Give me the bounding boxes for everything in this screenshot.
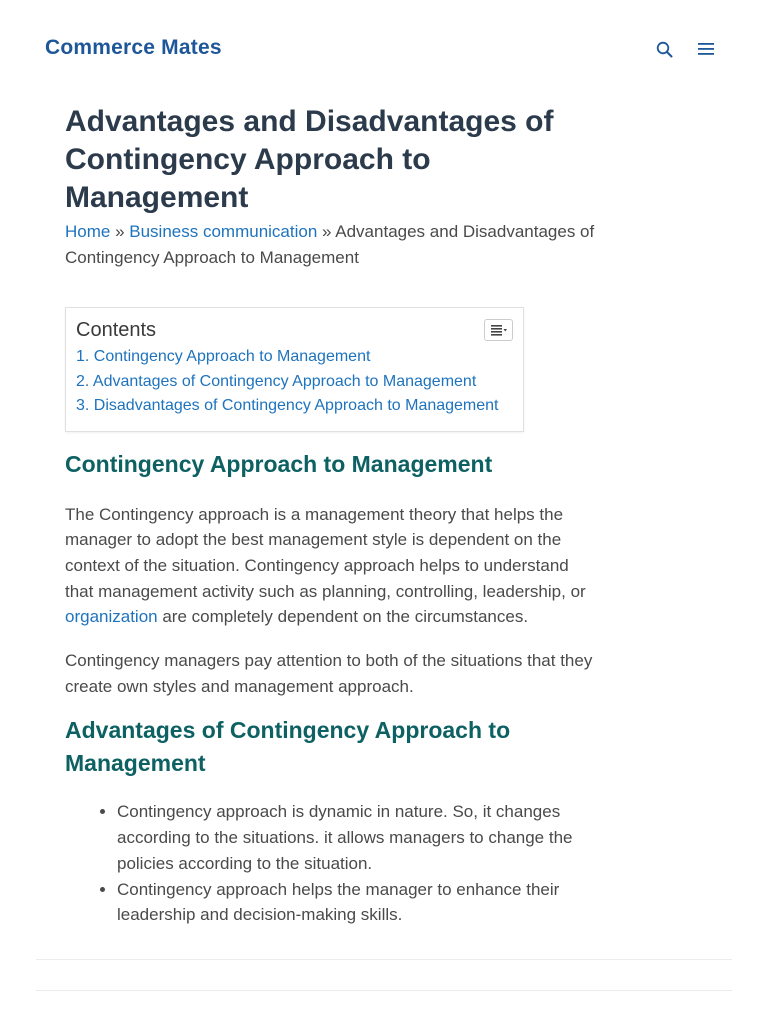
toc-title: Contents	[76, 318, 157, 341]
paragraph-text: are completely dependent on the circumstances.	[157, 607, 529, 627]
organization-link[interactable]: organization	[65, 607, 158, 627]
toc-link-contingency-approach[interactable]	[76, 348, 370, 365]
toc-link-disadvantages[interactable]	[76, 397, 499, 414]
toc-list	[76, 345, 513, 419]
toc-item	[76, 345, 513, 370]
toc-item-label: Advantages of Contingency Approach to Management	[92, 372, 477, 390]
section-heading-advantages: Advantages of Contingency Approach to Management	[65, 717, 511, 777]
list-toggle-icon	[491, 325, 507, 336]
section-heading-contingency: Contingency Approach to Management	[65, 450, 493, 477]
table-of-contents	[65, 307, 524, 432]
toc-item-label: Contingency Approach to Management	[93, 348, 371, 365]
toc-item	[76, 370, 513, 395]
breadcrumb-separator: »	[317, 222, 336, 241]
toc-toggle-button[interactable]	[484, 319, 513, 341]
list-item: • Contingency approach helps the manager to enhance their leadership and decision-making skills.	[117, 877, 600, 928]
toc-item	[76, 394, 513, 419]
menu-icon[interactable]	[696, 38, 716, 60]
toc-header	[76, 317, 513, 343]
breadcrumb-category-link[interactable]: Business communication	[129, 222, 318, 241]
breadcrumb-current: Advantages and Disadvantages of Contingency Approach to Management	[65, 222, 595, 267]
header-icons	[654, 38, 716, 60]
advantages-list	[0, 799, 600, 928]
breadcrumb-home-link[interactable]: Home	[65, 222, 111, 241]
search-icon[interactable]	[654, 38, 674, 60]
section-paragraph	[65, 502, 595, 631]
list-item: • Contingency approach is dynamic in nature. So, it changes according to the situations. it allows managers to change the policies according to the situation.	[117, 799, 600, 876]
section-paragraph: Contingency managers pay attention to both of the situations that they create own styles and management approach.	[65, 651, 593, 696]
breadcrumb	[65, 219, 595, 271]
toc-item-label: Disadvantages of Contingency Approach to Management	[93, 397, 499, 414]
article-content	[65, 100, 595, 928]
breadcrumb-separator: »	[110, 222, 130, 241]
site-header	[0, 0, 768, 100]
site-title-link[interactable]: Commerce Mates	[45, 36, 222, 59]
toc-item-number: 3.	[76, 397, 90, 414]
paragraph-text: The Contingency approach is a management theory that helps the manager to adopt the best management style is dependent on the context of the situation. Contingency approach helps to understand that management activity such as planning, controlling, leadership, or	[65, 504, 586, 601]
toc-link-advantages[interactable]	[76, 373, 476, 390]
footer-bar	[36, 959, 732, 991]
toc-item-number: 2.	[76, 372, 90, 390]
page-title: Advantages and Disadvantages of Contingency Approach to Management	[65, 105, 554, 214]
toc-item-number: 1.	[76, 348, 90, 365]
